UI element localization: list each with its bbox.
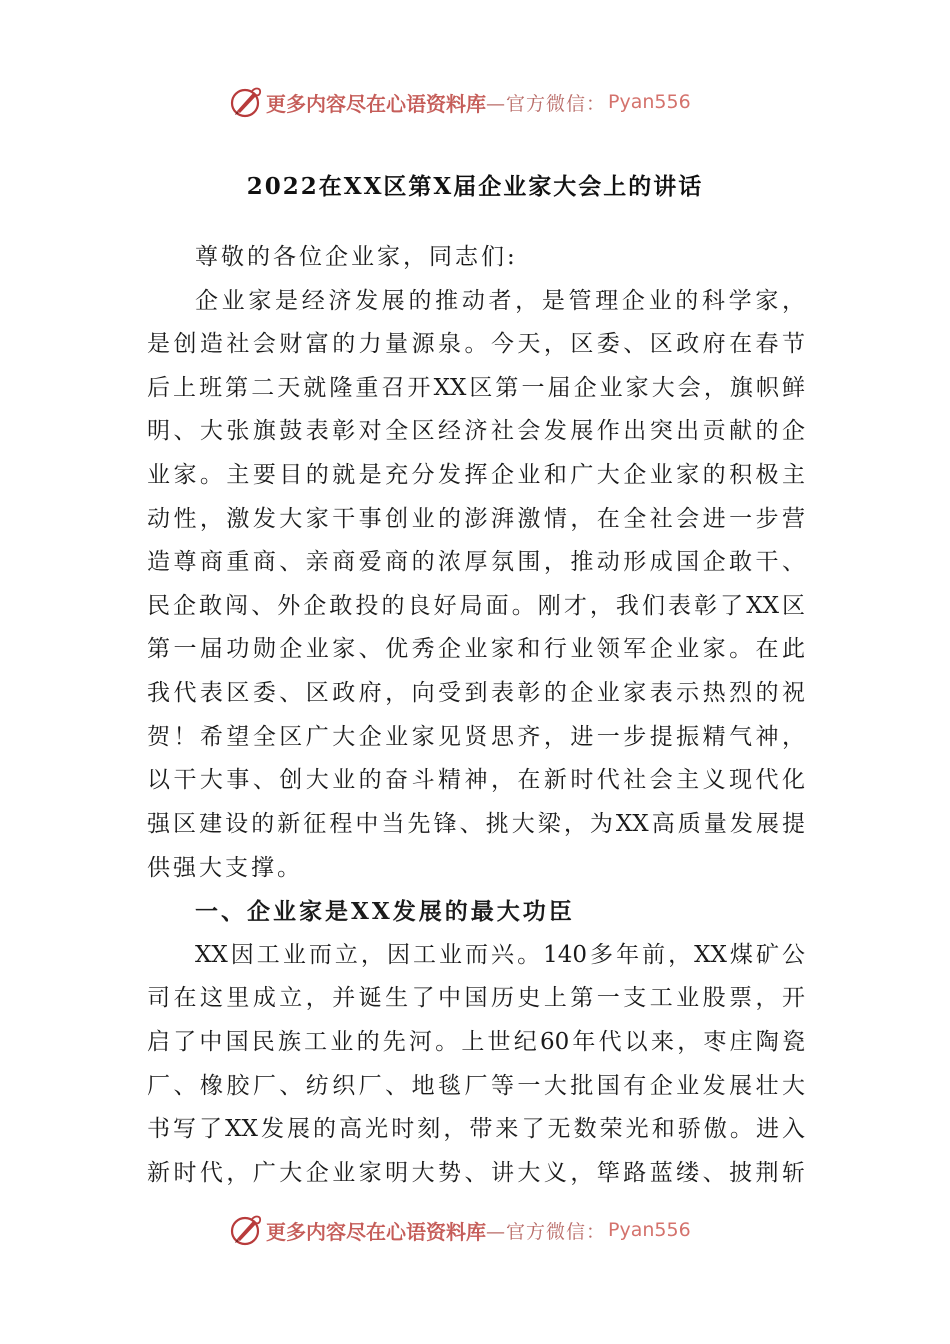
paragraph-line: 明、大张旗鼓表彰对全区经济社会发展作出突出贡献的企 <box>147 418 805 445</box>
paragraph-line: 动性，激发大家干事创业的澎湃激情，在全社会进一步营 <box>147 505 805 532</box>
paragraph-line: 造尊商重商、亲商爱商的浓厚氛围，推动形成国企敢干、 <box>147 549 805 576</box>
section-heading: 一、企业家是XX发展的最大功臣 <box>195 898 575 926</box>
paragraph-line: 以干大事、创大业的奋斗精神，在新时代社会主义现代化 <box>147 767 805 794</box>
document-body <box>147 236 805 1195</box>
paragraph-line: 是创造社会财富的力量源泉。今天，区委、区政府在春节 <box>147 331 805 358</box>
paragraph-line: 民企敢闯、外企敢投的良好局面。刚才，我们表彰了XX区 <box>147 592 805 619</box>
watermark-brand: 更多内容尽在心语资料库 <box>266 1219 486 1244</box>
document-title: 2022在XX区第X届企业家大会上的讲话 <box>246 173 704 200</box>
paragraph-line: 书写了XX发展的高光时刻，带来了无数荣光和骄傲。进入 <box>147 1116 805 1143</box>
watermark-wechat-id: Pyan556 <box>608 1219 691 1241</box>
watermark-separator: —官方微信： <box>486 1220 607 1243</box>
watermark-separator: —官方微信： <box>486 92 607 115</box>
paragraph-line: 贺！希望全区广大企业家见贤思齐，进一步提振精气神， <box>147 723 805 750</box>
footer-watermark <box>228 1212 691 1248</box>
pen-logo-icon <box>228 1212 264 1248</box>
paragraph-line: 新时代，广大企业家明大势、讲大义，筚路蓝缕、披荆斩 <box>147 1159 805 1186</box>
paragraph-line: 厂、橡胶厂、纺织厂、地毯厂等一大批国有企业发展壮大 <box>147 1072 805 1099</box>
paragraph-line: 业家。主要目的就是充分发挥企业和广大企业家的积极主 <box>147 462 805 489</box>
paragraph-line: 我代表区委、区政府，向受到表彰的企业家表示热烈的祝 <box>147 680 805 707</box>
paragraph-line: 司在这里成立，并诞生了中国历史上第一支工业股票，开 <box>147 985 805 1012</box>
paragraph-line: XX因工业而立，因工业而兴。140多年前，XX煤矿公 <box>195 941 805 968</box>
paragraph-line: 企业家是经济发展的推动者，是管理企业的科学家， <box>195 287 805 314</box>
paragraph-line: 供强大支撑。 <box>147 854 303 881</box>
paragraph-line: 强区建设的新征程中当先锋、挑大梁，为XX高质量发展提 <box>147 810 805 837</box>
paragraph-line: 后上班第二天就隆重召开XX区第一届企业家大会，旗帜鲜 <box>147 374 805 401</box>
header-watermark <box>228 84 691 120</box>
intro-paragraph <box>147 280 805 891</box>
salutation: 尊敬的各位企业家，同志们: <box>195 244 518 270</box>
paragraph-line: 第一届功勋企业家、优秀企业家和行业领军企业家。在此 <box>147 636 805 663</box>
watermark-wechat-id: Pyan556 <box>608 91 691 113</box>
section-1-paragraph <box>147 934 805 1196</box>
watermark-brand: 更多内容尽在心语资料库 <box>266 91 486 116</box>
paragraph-line: 启了中国民族工业的先河。上世纪60年代以来，枣庄陶瓷 <box>147 1028 805 1055</box>
pen-logo-icon <box>228 84 264 120</box>
